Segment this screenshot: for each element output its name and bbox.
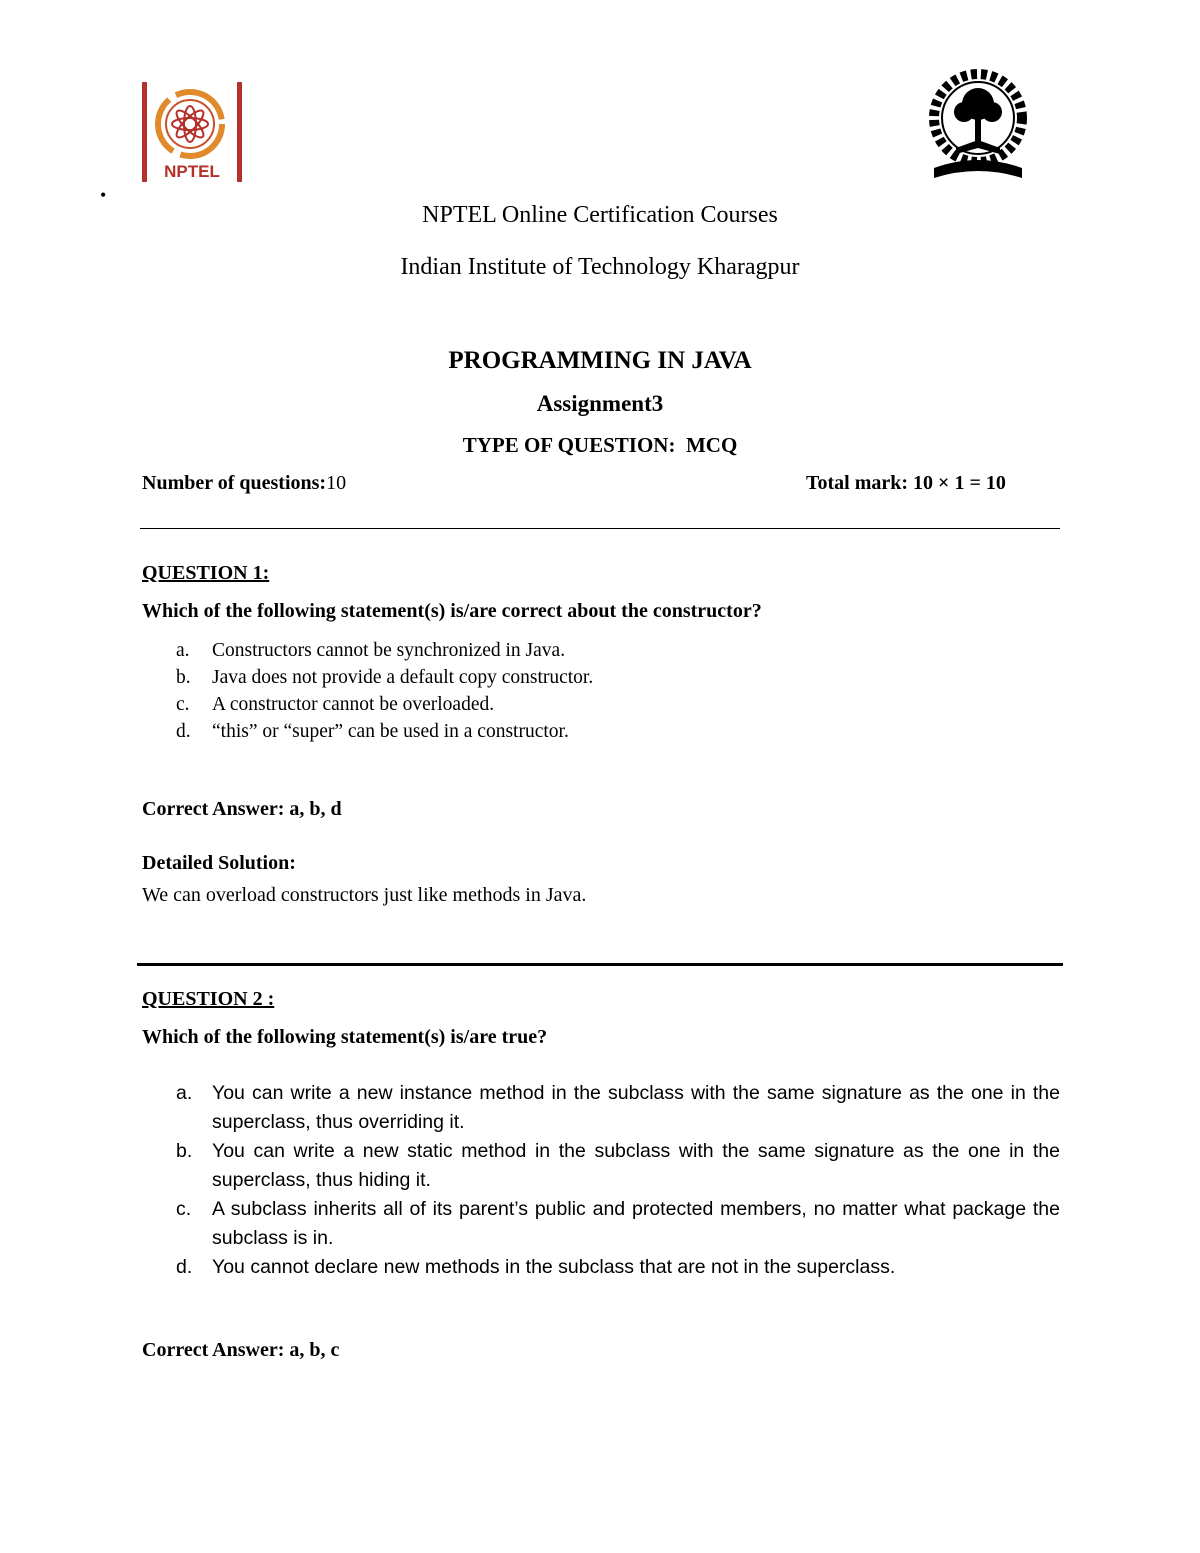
stray-bullet: •: [100, 185, 107, 205]
option-label: b.: [176, 667, 191, 688]
option-item: [142, 1137, 1060, 1195]
question-2-options: [142, 1079, 1060, 1282]
option-item: [142, 718, 593, 745]
option-label: a.: [176, 1082, 193, 1104]
question-2-text: Which of the following statement(s) is/are true?: [142, 1026, 548, 1048]
option-label: d.: [176, 1256, 193, 1278]
option-text: You can write a new static method in the subclass with the same signature as the one in the superclass, thus hiding it.: [212, 1140, 1060, 1191]
question-1-heading: QUESTION 1:: [142, 562, 270, 584]
option-item: [142, 1079, 1060, 1137]
option-text: “this” or “super” can be used in a constructor.: [212, 721, 569, 742]
divider-line: [140, 528, 1060, 529]
question-type-label: TYPE OF QUESTION:: [462, 433, 676, 457]
question-1-text: Which of the following statement(s) is/are correct about the constructor?: [142, 600, 762, 622]
question-1-solution-label: Detailed Solution:: [142, 852, 296, 874]
option-item: [142, 637, 593, 664]
question-type: [0, 433, 1200, 458]
num-questions-label: Number of questions:: [142, 472, 327, 494]
header-line-1: NPTEL Online Certification Courses: [422, 202, 778, 228]
option-text: A constructor cannot be overloaded.: [212, 694, 495, 715]
assignment-name: Assignment3: [536, 391, 664, 416]
option-label: b.: [176, 1140, 193, 1162]
header-line-2: Indian Institute of Technology Kharagpur: [400, 254, 800, 280]
question-2-answer: Correct Answer: a, b, c: [142, 1339, 340, 1361]
option-item: [142, 1195, 1060, 1253]
nptel-logo-icon: [140, 80, 244, 184]
question-1-answer: Correct Answer: a, b, d: [142, 798, 342, 820]
option-item: [142, 664, 593, 691]
num-questions-value: 10: [326, 472, 347, 494]
option-text: Constructors cannot be synchronized in Java.: [212, 640, 566, 661]
option-text: You cannot declare new methods in the subclass that are not in the superclass.: [212, 1256, 896, 1278]
iit-kharagpur-emblem-icon: [926, 68, 1030, 184]
option-text: Java does not provide a default copy constructor.: [212, 667, 594, 688]
section-divider: [137, 963, 1063, 966]
nptel-logo-text: NPTEL: [164, 162, 220, 181]
number-of-questions: [142, 472, 346, 495]
course-title: PROGRAMMING IN JAVA: [448, 347, 752, 374]
option-label: d.: [176, 721, 191, 742]
question-type-value: MCQ: [685, 433, 738, 457]
option-item: [142, 691, 593, 718]
option-label: c.: [176, 1198, 192, 1220]
option-label: a.: [176, 640, 190, 661]
option-label: c.: [176, 694, 190, 715]
question-2-heading: QUESTION 2 :: [142, 988, 275, 1010]
total-mark: Total mark: 10 × 1 = 10: [806, 472, 1006, 494]
option-text: You can write a new instance method in the subclass with the same signature as the one in the superclass, thus overriding it.: [212, 1082, 1060, 1133]
question-1-options: [142, 637, 593, 745]
option-item: [142, 1253, 1060, 1282]
option-text: A subclass inherits all of its parent’s public and protected members, no matter what package the subclass is in.: [212, 1198, 1060, 1249]
question-1-solution: We can overload constructors just like methods in Java.: [142, 884, 587, 906]
